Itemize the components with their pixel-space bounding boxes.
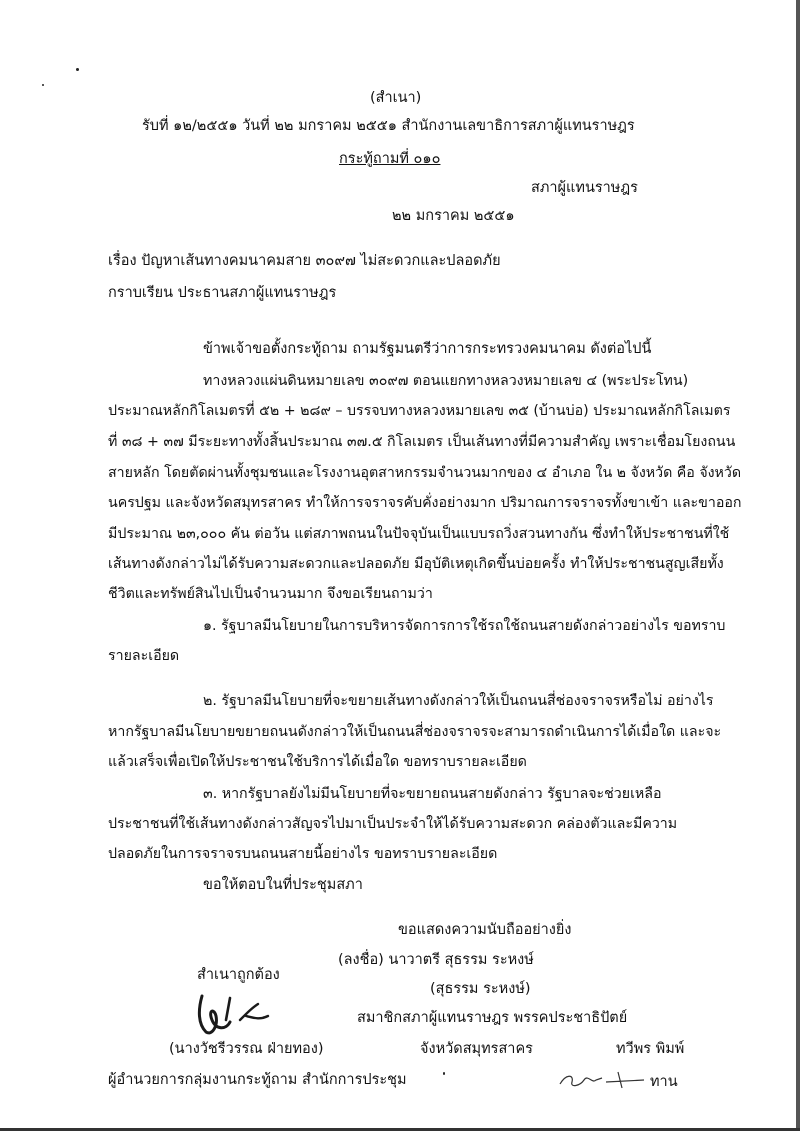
signer-position: สมาชิกสภาผู้แทนราษฎร พรรคประชาธิปัตย์ bbox=[357, 1010, 628, 1026]
certified-copy-label: สำเนาถูกต้อง bbox=[197, 967, 280, 983]
question-2-line: แล้วเสร็จเพื่อเปิดให้ประชาชนใช้บริการได้เมื่อใด ขอทราบรายละเอียด bbox=[108, 754, 527, 770]
paragraph-line: สายหลัก โดยตัดผ่านทั้งชุมชนและโรงงานอุตสาหกรรมจำนวนมากของ ๔ อำเภอ ใน ๒ จังหวัด คือ จังหวัด bbox=[108, 465, 742, 481]
question-number: กระทู้ถามที่ ๐๑๐ bbox=[339, 151, 441, 167]
closing-respect: ขอแสดงความนับถืออย่างยิ่ง bbox=[398, 922, 572, 938]
scan-speck bbox=[443, 1072, 445, 1075]
paragraph-line: นครปฐม และจังหวัดสมุทรสาคร ทำให้การจราจรคับคั่งอย่างมาก ปริมาณการจราจรทั้งขาเข้า และขาออก bbox=[108, 495, 742, 511]
question-2-line: หากรัฐบาลมีนโยบายขยายถนนดังกล่าวให้เป็นถนนสี่ช่องจราจรจะสามารถดำเนินการได้เมื่อใด และจะ bbox=[108, 724, 722, 740]
scan-speck bbox=[42, 84, 44, 86]
typist-label: ทวีพร พิมพ์ bbox=[616, 1041, 685, 1057]
paragraph-line: ประมาณหลักกิโลเมตรที่ ๕๒ + ๒๘๙ – บรรจบทางหลวงหมายเลข ๓๕ (บ้านบ่อ) ประมาณหลักกิโลเมตร bbox=[108, 403, 731, 419]
receipt-line: รับที่ ๑๒/๒๕๕๑ วันที่ ๒๒ มกราคม ๒๕๕๑ สำนักงานเลขาธิการสภาผู้แทนราษฎร bbox=[142, 118, 635, 134]
question-2-line: ๒. รัฐบาลมีนโยบายที่จะขยายเส้นทางดังกล่าวให้เป็นถนนสี่ช่องจราจรหรือไม่ อย่างไร bbox=[203, 693, 714, 709]
certifier-name: (นางวัชรีวรรณ ฝ่ายทอง) bbox=[169, 1041, 324, 1057]
certifier-title: ผู้อำนวยการกลุ่มงานกระทู้ถาม สำนักการประชุม bbox=[108, 1072, 407, 1088]
question-3-line: ปลอดภัยในการจราจรบนถนนสายนี้อย่างไร ขอทราบรายละเอียด bbox=[108, 846, 498, 862]
salutation-line: กราบเรียน ประธานสภาผู้แทนราษฎร bbox=[108, 285, 337, 301]
intro-line: ข้าพเจ้าขอตั้งกระทู้ถาม ถามรัฐมนตรีว่าการกระทรวงคมนาคม ดังต่อไปนี้ bbox=[203, 341, 652, 357]
paragraph-line: ทางหลวงแผ่นดินหมายเลข ๓๐๙๗ ตอนแยกทางหลวงหมายเลข ๔ (พระประโทน) bbox=[203, 373, 689, 389]
paragraph-line: ชีวิตและทรัพย์สินไปเป็นจำนวนมาก จึงขอเรียนถามว่า bbox=[108, 586, 433, 602]
paragraph-line: เส้นทางดังกล่าวไม่ได้รับความสะดวกและปลอดภัย มีอุบัติเหตุเกิดขึ้นบ่อยครั้ง ทำให้ประชาชนสูญเสียทั้ง bbox=[108, 556, 724, 572]
handwritten-signature bbox=[196, 990, 286, 1040]
signer-province: จังหวัดสมุทรสาคร bbox=[420, 1041, 533, 1057]
question-1-line: รายละเอียด bbox=[108, 648, 180, 664]
signed-line: (ลงชื่อ) นาวาตรี สุธรรม ระหงษ์ bbox=[338, 952, 534, 968]
paragraph-line: ที่ ๓๘ + ๓๗ มีระยะทางทั้งสิ้นประมาณ ๓๗.๕ กิโลเมตร เป็นเส้นทางที่มีความสำคัญ เพราะเชื่อมโยงถนน bbox=[108, 434, 736, 450]
subject-line: เรื่อง ปัญหาเส้นทางคมนาคมสาย ๓๐๙๗ ไม่สะดวกและปลอดภัย bbox=[108, 253, 501, 269]
checked-label: ทาน bbox=[650, 1074, 678, 1090]
copy-mark: (สำเนา) bbox=[370, 90, 422, 106]
closing-request: ขอให้ตอบในที่ประชุมสภา bbox=[203, 877, 363, 893]
question-3-line: ๓. หากรัฐบาลยังไม่มีนโยบายที่จะขยายถนนสายดังกล่าว รัฐบาลจะช่วยเหลือ bbox=[203, 786, 662, 802]
scan-edge bbox=[796, 0, 800, 1131]
document-date: ๒๒ มกราคม ๒๕๕๑ bbox=[392, 208, 515, 224]
signer-name: (สุธรรม ระหงษ์) bbox=[430, 981, 531, 997]
paragraph-line: มีประมาณ ๒๓,๐๐๐ คัน ต่อวัน แต่สภาพถนนในปัจจุบันเป็นแบบรถวิ่งสวนทางกัน ซึ่งทำให้ประชาชนที่ใช้ bbox=[108, 526, 730, 542]
checker-initials bbox=[556, 1066, 652, 1094]
scan-speck bbox=[76, 68, 79, 71]
organization: สภาผู้แทนราษฎร bbox=[531, 180, 638, 196]
question-1-line: ๑. รัฐบาลมีนโยบายในการบริหารจัดการการใช้รถใช้ถนนสายดังกล่าวอย่างไร ขอทราบ bbox=[203, 618, 726, 634]
question-3-line: ประชาชนที่ใช้เส้นทางดังกล่าวสัญจรไปมาเป็นประจำให้ได้รับความสะดวก คล่องตัวและมีความ bbox=[108, 816, 678, 832]
